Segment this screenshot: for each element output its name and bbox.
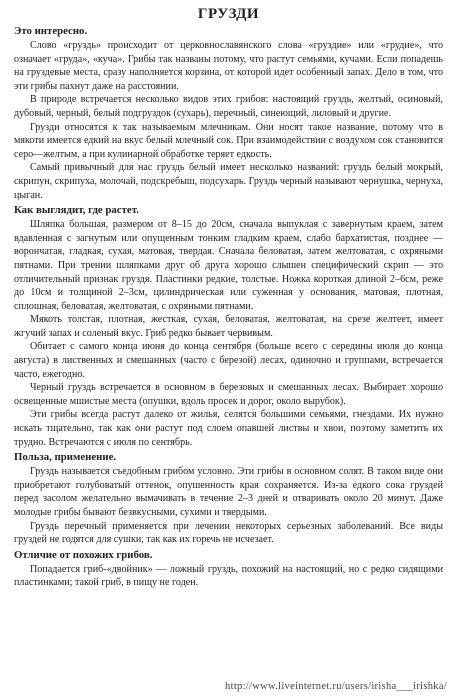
- paragraph: Эти грибы всегда растут далеко от жилья, селятся большими семьями, гнездами. Их нужно искать тщательно, так как они растут под слоем опавшей листвы и хвои, поэтому заметить их трудно. Встречаются с июля по сентябрь.: [14, 409, 443, 448]
- paragraph: Мякоть толстая, плотная, жесткая, сухая, беловатая, желтоватая, на срезе желтеет, имеет жгучий запах и соленый вкус. Гриб редко бывает червивым.: [14, 314, 443, 339]
- section-heading: Как выглядит, где растет.: [14, 204, 139, 217]
- section-heading: Это интересно.: [14, 25, 88, 37]
- paragraph: Груздь перечный применяется при лечении некоторых серьезных заболеваний. Все виды груздей не годятся для сушки, так как их горечь не исчезает.: [14, 520, 443, 546]
- section-heading: Отличие от похожих грибов.: [14, 548, 153, 561]
- section-heading: Польза, применение.: [14, 451, 117, 464]
- section-appearance: [14, 204, 443, 449]
- source-url: http://www.liveinternet.ru/users/irisha___irishka/: [225, 681, 447, 692]
- section-interesting: [14, 25, 443, 202]
- paragraph: Попадается гриб-«двойник» — ложный груздь, похожий на настоящий, но с редко сидящими пластинками; такой гриб, в пищу не годен.: [14, 563, 443, 589]
- paragraph: Грузди относятся к так называемым млечникам. Они носят такое название, потому что в мякоти имеется едкий на вкус белый млечный сок. При взаимодействии с воздухом сок становится серо—желтым, а при кулинарной обработке теряет едкость.: [14, 121, 443, 160]
- section-use: [14, 451, 443, 547]
- paragraph: Груздь называется съедобным грибом условно. Эти грибы в основном солят. В таком виде они приобретают голубоватый оттенок, опушенность края сохраняется. Из-за едкого сока груздей перед засолом желательно вымачивать в течение 2–3 дней и отваривать около 20 минут. Даже молодые грибы бывают безвкусными, сухими и твердыми.: [14, 466, 443, 518]
- page-title: ГРУЗДИ: [197, 6, 260, 22]
- paragraph: Слово «груздь» происходит от церковнославянского слова «груздие» или «грудие», что означает «груда», «куча». Грибы так названы потому, что растут семьями, кучами. Если попадешь на груздевые места, сразу наполняется корзина, от которой идет особенный запах. Дело в том, что эти грибы пахнут даже на расстоянии.: [14, 40, 443, 92]
- paragraph: Черный груздь встречается в основном в березовых и смешанных лесах. Выбирает хорошо освещенные мшистые места (опушки, вдоль просек и дорог, около вырубок).: [14, 382, 443, 407]
- paragraph: Обитает с самого конца июня до конца сентября (больше всего с середины июля до конца августа) в лиственных и смешанных (часто с березой) лесах, одиночно и группами, встречается часто, ежегодно.: [14, 341, 443, 380]
- section-lookalikes: [14, 549, 443, 590]
- paragraph: В природе встречается несколько видов этих грибов: настоящий груздь, желтый, осиновый, дубовый, черный, белый подгруздок (сухарь), перечный, синеющий, лиловый и другие.: [14, 94, 443, 119]
- paragraph: Шляпка большая, размером от 8–15 до 20см, сначала выпуклая с завернутым краем, затем вдавленная с загнутым или опущенным тонким гладким краем, слабо бархатистая, позднее — ворончатая, гладкая, сухая, матовая, твердая. Сначала беловатая, затем желтоватая, с охряными пятнами. При трении шляпками друг об друга хорошо слышен специфический скрип — это отличительный признак груздя. Пластинки редкие, толстые. Ножка короткая длиной 2–6см, реже до 10см и толщиной 2–3см, цилиндрическая или суженная у основания, матовая, плотная, сплошная, беловатая, желтоватая, с охряными пятнами.: [14, 219, 443, 312]
- paragraph: Самый привычный для нас груздь белый имеет несколько названий: груздь белый мокрый, скрипун, скрипуха, молочай, подскребыш, подсухарь. Груздь черный называют чернушка, чернуха, цыган.: [14, 162, 443, 201]
